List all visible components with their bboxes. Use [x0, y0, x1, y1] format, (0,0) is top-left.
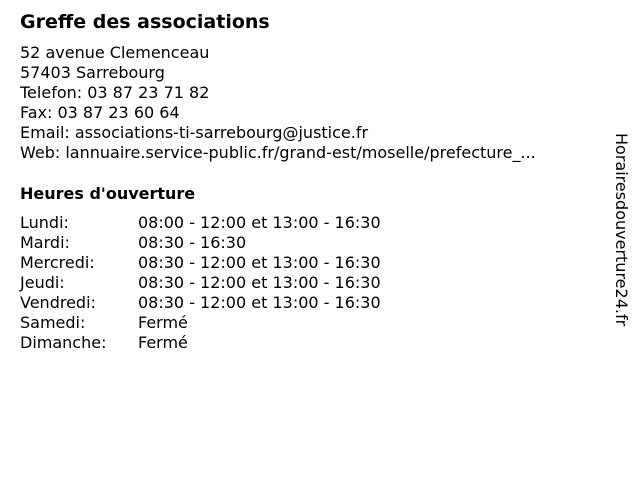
hours-value: 08:30 - 12:00 et 13:00 - 16:30 [138, 253, 381, 272]
day-label: Dimanche: [20, 333, 107, 352]
hours-value: Fermé [138, 313, 188, 332]
opening-hours-table [20, 213, 381, 353]
day-label: Jeudi: [20, 273, 65, 292]
hours-row-thursday [20, 273, 381, 293]
site-watermark: Horairesdouverture24.fr [612, 133, 631, 327]
hours-row-saturday [20, 313, 381, 333]
day-label: Samedi: [20, 313, 86, 332]
hours-value: 08:30 - 12:00 et 13:00 - 16:30 [138, 293, 381, 312]
day-label: Mercredi: [20, 253, 95, 272]
contact-info [20, 43, 536, 163]
hours-value: Fermé [138, 333, 188, 352]
address-city: 57403 Sarrebourg [20, 63, 165, 82]
page-title: Greffe des associations [20, 11, 270, 33]
website-url: Web: lannuaire.service-public.fr/grand-est/moselle/prefecture_... [20, 143, 536, 162]
hours-row-sunday [20, 333, 381, 353]
hours-row-friday [20, 293, 381, 313]
hours-value: 08:00 - 12:00 et 13:00 - 16:30 [138, 213, 381, 232]
opening-hours-heading: Heures d'ouverture [20, 184, 196, 203]
email-address: Email: associations-ti-sarrebourg@justice.fr [20, 123, 369, 142]
day-label: Lundi: [20, 213, 69, 232]
hours-row-monday [20, 213, 381, 233]
hours-value: 08:30 - 16:30 [138, 233, 247, 252]
hours-row-tuesday [20, 233, 381, 253]
hours-value: 08:30 - 12:00 et 13:00 - 16:30 [138, 273, 381, 292]
hours-row-wednesday [20, 253, 381, 273]
phone-number: Telefon: 03 87 23 71 82 [20, 83, 210, 102]
day-label: Mardi: [20, 233, 70, 252]
fax-number: Fax: 03 87 23 60 64 [20, 103, 180, 122]
address-street: 52 avenue Clemenceau [20, 43, 210, 62]
day-label: Vendredi: [20, 293, 96, 312]
